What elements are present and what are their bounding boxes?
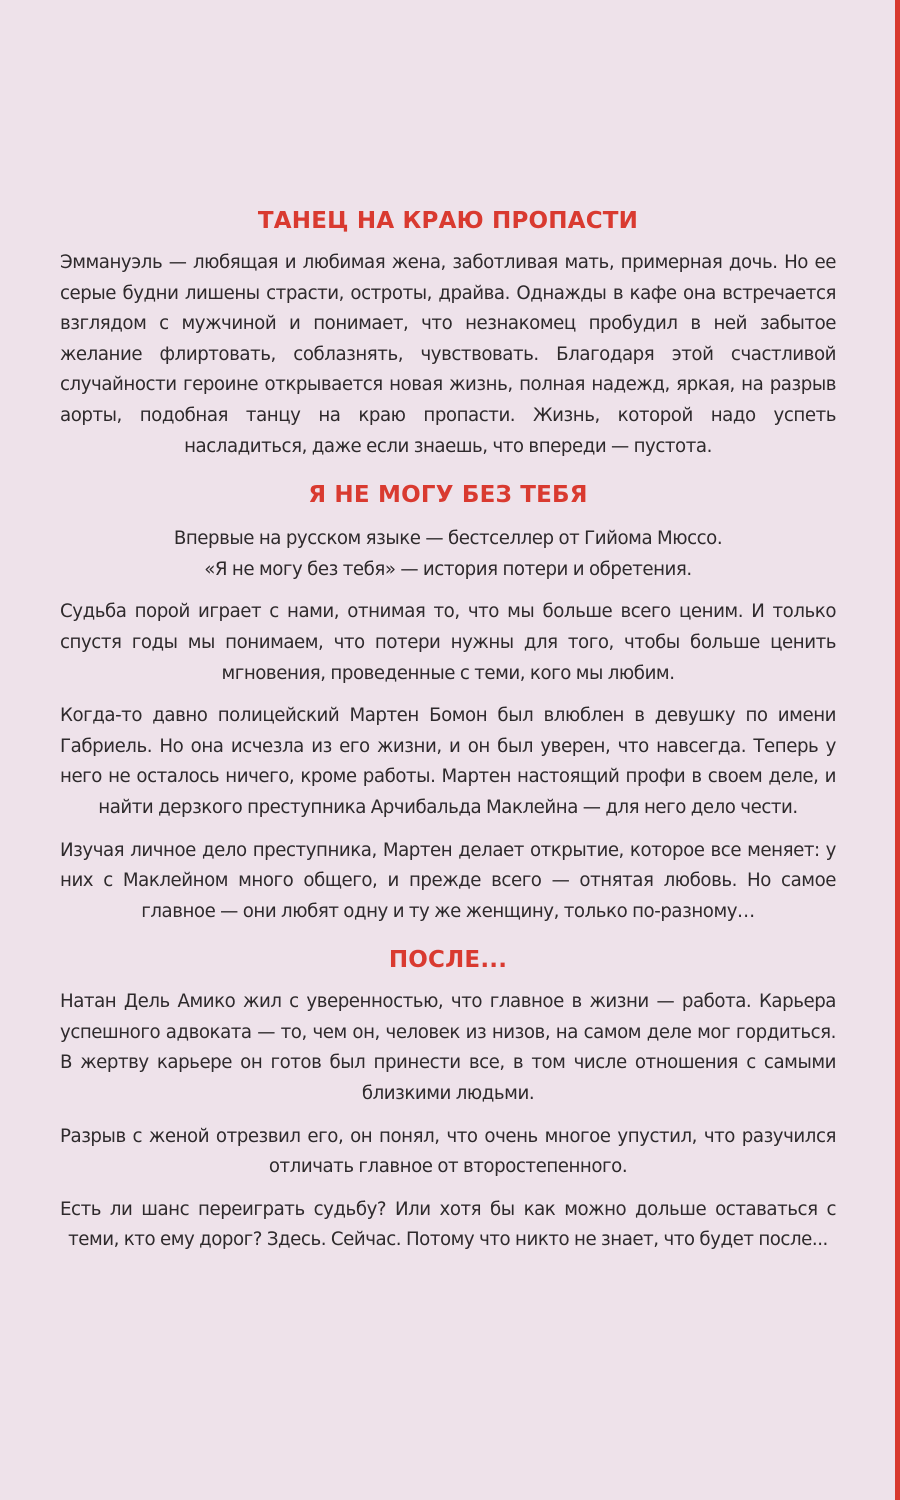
- section-title: ТАНЕЦ НА КРАЮ ПРОПАСТИ: [257, 208, 639, 234]
- section-paragraph: Изучая личное дело преступника, Мартен делает открытие, которое все меняет: у них с Маклейном много общего, и прежде всего — отнятая любовь. Но самое главное — они любят одну и ту же женщину, только по-разному…: [60, 839, 836, 922]
- section-title: Я НЕ МОГУ БЕЗ ТЕБЯ: [308, 482, 588, 509]
- section-title: ПОСЛЕ...: [388, 947, 508, 974]
- book-annotations: [60, 206, 836, 1256]
- section-paragraph: Эммануэль — любящая и любимая жена, заботливая мать, примерная дочь. Но ее серые будни лишены страсти, остроты, драйва. Однажды в кафе она встречается взглядом с мужчиной и понимает, что незнакомец пробудил в ней забытое желание флиртовать, соблазнять, чувствовать. Благодаря этой счастливой случайности героине открывается новая жизнь, полная надежд, яркая, на разрыв аорты, подобная танцу на краю пропасти. Жизнь, которой надо успеть насладиться, даже если знаешь, что впереди — пустота.: [60, 252, 836, 457]
- section-posle: [60, 945, 836, 1256]
- section-paragraph: Натан Дель Амико жил с уверенностью, что главное в жизни — работа. Карьера успешного адвоката — то, чем он, человек из низов, на самом деле мог гордиться. В жертву карьере он готов был принести все, в том числе отношения с самыми близкими людьми.: [60, 991, 836, 1105]
- section-paragraph: Есть ли шанс переиграть судьбу? Или хотя бы как можно дольше оставаться с теми, кто ему дорог? Здесь. Сейчас. Потому что никто не знает, что будет после...: [60, 1198, 836, 1251]
- section-ya-ne-mogu-bez-tebya: [60, 480, 836, 927]
- section-paragraph: Когда-то давно полицейский Мартен Бомон был влюблен в девушку по имени Габриель. Но она исчезла из его жизни, и он был уверен, что навсегда. Теперь у него не осталось ничего, кроме работы. Мартен настоящий профи в своем деле, и найти дерзкого преступника Арчибальда Маклейна — для него дело чести.: [60, 705, 836, 818]
- section-tanets-na-krayu-propasti: [60, 206, 836, 462]
- lead-line: «Я не могу без тебя» — история потери и обретения.: [204, 558, 692, 580]
- lead-line: Впервые на русском языке — бестселлер от Гийома Мюссо.: [173, 528, 723, 550]
- section-paragraph: Разрыв с женой отрезвил его, он понял, что очень многое упустил, что разучился отличать главное от второстепенного.: [60, 1125, 836, 1178]
- right-edge-stripe: [895, 0, 900, 1500]
- section-paragraph: Судьба порой играет с нами, отнимая то, что мы больше всего ценим. И только спустя годы мы понимаем, что потери нужны для того, чтобы больше ценить мгновения, проведенные с теми, кого мы любим.: [60, 601, 836, 684]
